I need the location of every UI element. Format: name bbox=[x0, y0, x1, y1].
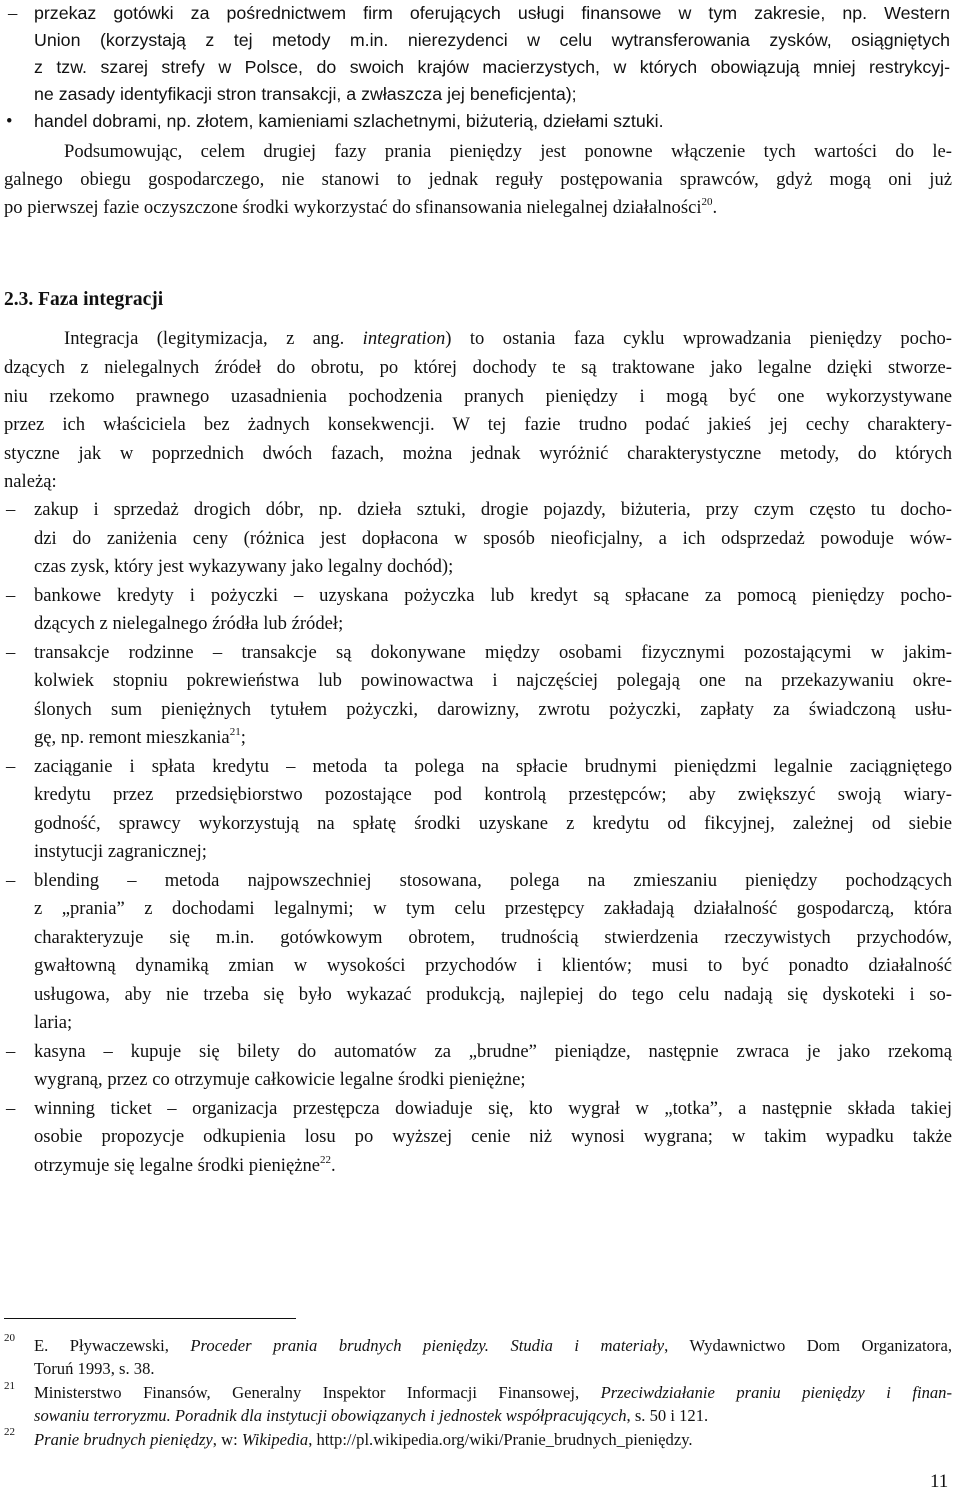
list-item-line: gę, np. remont mieszkania$^{21}$; bbox=[34, 726, 246, 748]
footnote-line: E. Pływaczewski, Proceder prania brudnych pieniędzy. Studia i materiały, Wydawnictwo Dom Organizatora, bbox=[34, 1336, 952, 1355]
footnote-number: 21 bbox=[4, 1380, 15, 1392]
paragraph-line: Podsumowując, celem drugiej fazy prania pieniędzy jest ponowne włączenie tych wartości do le- bbox=[64, 141, 952, 162]
list-item-line: zaciąganie i spłata kredytu – metoda ta polega na spłacie brudnymi pieniędzmi legalnie zaciągniętego bbox=[34, 756, 952, 777]
paragraph-line: przez ich właściciela bez żadnych konsekwencji. W tej fazie trudno podać jakieś jej cechy charaktery- bbox=[4, 414, 952, 435]
list-item-line: laria; bbox=[34, 1012, 73, 1033]
list-marker: – bbox=[8, 3, 18, 24]
list-item-line: bankowe kredyty i pożyczki – uzyskana pożyczka lub kredyt są spłacane za pomocą pieniędzy pocho- bbox=[34, 585, 952, 606]
list-item-line: kasyna – kupuje się bilety do automatów za „brudne” pieniądze, następnie zwraca je jako rzekomą bbox=[34, 1041, 952, 1062]
list-item-line: otrzymuje się legalne środki pieniężne$^{22}$. bbox=[34, 1154, 336, 1176]
paragraph-line: galnego obiegu gospodarczego, nie stanowi to jednak reguły postępowania sprawców, gdyż mogą oni już bbox=[4, 169, 952, 190]
list-item-line: charakteryzuje się m.in. gotówkowym obrotem, trudnością stwierdzenia rzeczywistych przychodów, bbox=[34, 927, 952, 948]
list-marker: – bbox=[6, 642, 16, 663]
paragraph-line: niu rzekomo prawnego uzasadnienia pochodzenia pranych pieniędzy i mogą być one wykorzystywane bbox=[4, 386, 952, 407]
paragraph-line: po pierwszej fazie oczyszczone środki wykorzystać do sfinansowania nielegalnej działalności$^{20}$. bbox=[4, 196, 718, 218]
footnote-ref: 22 bbox=[320, 1154, 332, 1166]
list-item-line: handel dobrami, np. złotem, kamieniami szlachetnymi, biżuterią, dziełami sztuki. bbox=[34, 111, 664, 131]
footnote-number: 20 bbox=[4, 1332, 15, 1344]
list-item-line: instytucji zagranicznej; bbox=[34, 841, 207, 862]
footnote-line: Pranie brudnych pieniędzy, w: Wikipedia, http://pl.wikipedia.org/wiki/Pranie_brudnych_pieniędzy. bbox=[34, 1430, 693, 1449]
list-marker: – bbox=[6, 585, 16, 606]
list-item-line: dzących z nielegalnego źródła lub źródeł; bbox=[34, 613, 344, 634]
footnote-divider bbox=[4, 1318, 296, 1319]
list-marker: – bbox=[6, 499, 16, 520]
list-item-line: kolwiek stopniu pokrewieństwa lub powinowactwa i najczęściej polegają one na przekazywaniu okre- bbox=[34, 670, 952, 691]
list-item-line: z tzw. szarej strefy w Polsce, do swoich krajów macierzystych, w których obowiązują mniej restrykcyj- bbox=[34, 57, 950, 77]
page-number: 11 bbox=[930, 1471, 949, 1492]
list-marker: – bbox=[6, 1098, 16, 1119]
list-item-line: transakcje rodzinne – transakcje są dokonywane między osobami fizycznymi pozostającymi w jakim- bbox=[34, 642, 952, 663]
footnote-line: Toruń 1993, s. 38. bbox=[34, 1359, 155, 1378]
paragraph-line: dzących z nielegalnych źródeł do obrotu, po której dochody te są traktowane jako legalne dzięki stworze- bbox=[4, 357, 952, 378]
list-item-line: blending – metoda najpowszechniej stosowana, polega na zmieszaniu pieniędzy pochodzących bbox=[34, 870, 952, 891]
footnote-line: Ministerstwo Finansów, Generalny Inspektor Informacji Finansowej, Przeciwdziałanie praniu pieniędzy i finan- bbox=[34, 1383, 952, 1402]
footnote-ref: 21 bbox=[229, 726, 241, 738]
list-item-line: zakup i sprzedaż drogich dóbr, np. dzieła sztuki, drogie pojazdy, biżuteria, przy czym często tu docho- bbox=[34, 499, 952, 520]
paragraph-line: Integracja (legitymizacja, z ang. integration) to ostania faza cyklu wprowadzania pieniędzy pocho- bbox=[64, 328, 952, 349]
list-item-line: usługowa, aby nie trzeba się było wykazać produkcją, najlepiej do tego celu nadają się dyskoteki i so- bbox=[34, 984, 952, 1005]
list-item-line: osobie propozycje odkupienia losu po wyższej cenie niż wynosi wygrana; w takim wypadku także bbox=[34, 1126, 952, 1147]
footnote-ref: 20 bbox=[701, 196, 713, 208]
list-item-line: ślonych sum pieniężnych tytułem pożyczki, darowizny, zwrotu pożyczki, zapłaty za świadczoną usłu- bbox=[34, 699, 952, 720]
paragraph-line: styczne jak w poprzednich dwóch fazach, można jednak wyróżnić charakterystyczne metody, do których bbox=[4, 443, 952, 464]
list-item-line: kredytu przez przedsiębiorstwo pozostające pod kontrolą przestępców; aby zwiększyć swoją wiary- bbox=[34, 784, 952, 805]
paragraph-line: należą: bbox=[4, 471, 57, 492]
bullet-marker: • bbox=[6, 111, 13, 132]
list-item-line: ne zasady identyfikacji stron transakcji, a zwłaszcza jej beneficjenta); bbox=[34, 84, 577, 104]
list-item-line: czas zysk, który jest wykazywany jako legalny dochód); bbox=[34, 556, 454, 577]
list-item-line: godność, sprawcy wykorzystują na spłatę środki uzyskane z kredytu od fikcyjnej, zależnej od siebie bbox=[34, 813, 952, 834]
section-heading: 2.3. Faza integracji bbox=[4, 289, 164, 310]
list-item-line: wygraną, przez co otrzymuje całkowicie legalne środki pieniężne; bbox=[34, 1069, 526, 1090]
list-item-line: dzi do zaniżenia ceny (różnica jest dopłacona w sposób nieoficjalny, a ich odsprzedaż powoduje wów- bbox=[34, 528, 952, 549]
list-item-line: przekaz gotówki za pośrednictwem firm oferujących usługi finansowe w tym zakresie, np. Western bbox=[34, 3, 950, 23]
footnote-number: 22 bbox=[4, 1426, 15, 1438]
list-item-line: gwałtowną dynamiką zmian w wysokości przychodów i klientów; musi to być ponadto działalność bbox=[34, 955, 952, 976]
list-marker: – bbox=[6, 870, 16, 891]
list-item-line: Union (korzystają z tej metody m.in. nierezydenci w celu wytransferowania zysków, osiągniętych bbox=[34, 30, 950, 50]
footnote-line: sowaniu terroryzmu. Poradnik dla instytucji obowiązanych i jednostek współpracujących, s. 50 i 121. bbox=[34, 1406, 709, 1425]
list-item-line: winning ticket – organizacja przestępcza dowiaduje się, kto wygrał w „totka”, a następnie składa takiej bbox=[34, 1098, 952, 1119]
list-marker: – bbox=[6, 756, 16, 777]
list-item-line: z „prania” z dochodami legalnymi; w tym celu przestępcy zakładają działalność gospodarczą, która bbox=[34, 898, 952, 919]
list-marker: – bbox=[6, 1041, 16, 1062]
